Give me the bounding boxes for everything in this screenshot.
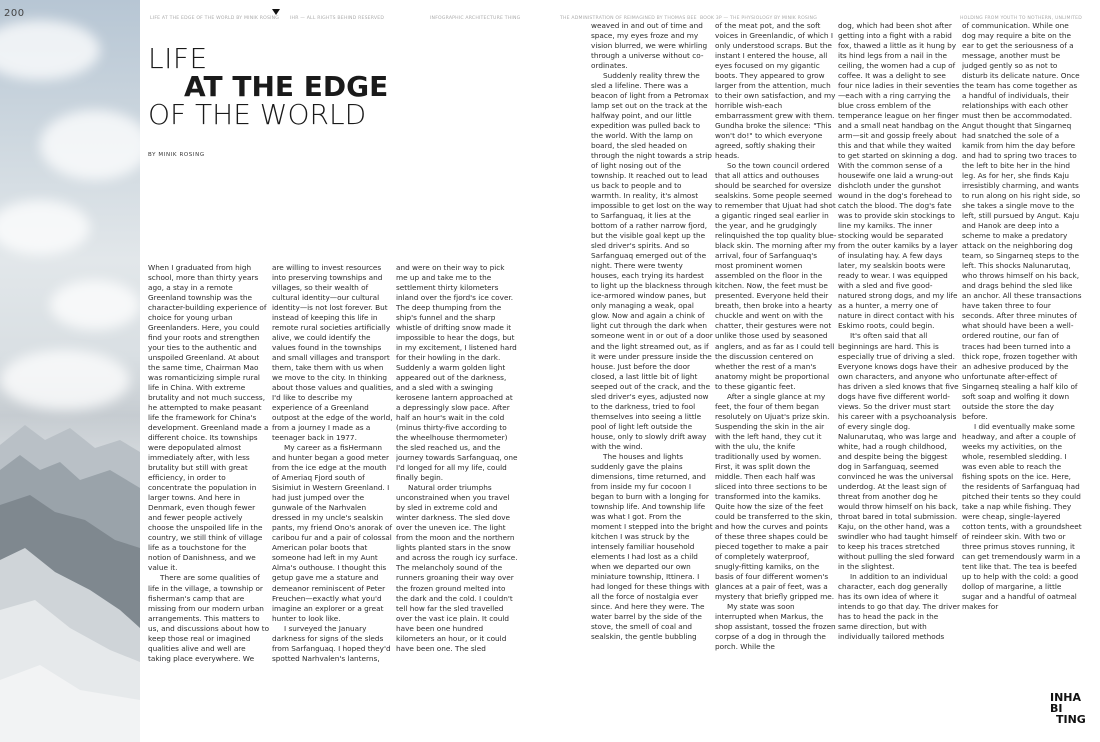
title-line: LIFE [148,42,208,75]
title-line: OF THE WORLD [148,98,367,131]
page-marker-icon [272,9,280,15]
running-header: IHR — ALL RIGHTS BEHIND RESERVED [290,16,385,21]
page-number: 200 [4,8,25,19]
paragraph: So the town council ordered that all attics and outhouses should be searched for oversize sealskins. Some people seemed to remember that Ujuat had shot a gigantic ringed seal earlier in the year, and he grudgingly relinquished the top quality blue-black skin. The morning after my arrival, four of Sarfanguaq's most prominent women assembled on the floor in the kitchen. Now, the feet must be presented. Everyone held their breath, then broke into a hearty chuckle and went on with the chatter, their gestures were not unlike those used by seasoned anglers, and as far as I could tell the discussion centered on whether the rest of a man's anatomy might be proportional to these gigantic feet. [715,161,837,391]
running-header: HOLDING FROM YOUTH TO NOTHERN, UNLIMITED [960,16,1083,21]
paragraph: My career as a fisHermann and hunter began a good meter from the ice edge at the mouth of Ameriaq Fjord south of Sisimiut in Western Greenland. I had just jumped over the gunwale of the Narhvalen dressed in my uncle's sealskin pants, my friend Ono's anorak of caribou fur and a pair of colossal American polar boots that someone had left in my Aunt Alma's outhouse. I thought this getup gave me a stature and demeanor reminiscent of Peter Freuchen—exactly what you'd imagine an explorer or a great hunter to look like. [272,443,393,623]
paragraph: of communication. While one dog may require a bite on the ear to get the seriousness of a message, another must be judged gently so as not to disturb its delicate nature. Once the team has come together as a handful of individuals, their relationships with each other must then be accommodated. Angut thought that Singarneq had snatched the sole of a kamik from him the day before and had to spring two traces to the left to bite her in the hind leg. As for her, she finds Kaju irresistibly charming, and wants to run along on his right side, so she takes a single move to the left, still pursued by Angut. Kaju and Hanok are deep into a scheme to make a predatory attack on the neighboring dog team, so Singarneq steps to the left. This shocks Nalunarutaq, who throws himself on his back, and drags behind the sled like an anchor. All these transactions have taken three to four seconds. After three minutes of what should have been a well-ordered routine, our fan of traces had been turned into a thick rope, frozen together with an adhesive produced by the unfortunate after-effect of Singarneq stealing a half kilo of soft soap and wolfing it down outside the store the day before. [962,21,1082,421]
text-column-5 [715,21,837,741]
paragraph: My state was soon interrupted when Markus, the shop assistant, tossed the frozen corpse of a dog in through the porch. While the [715,601,836,651]
paragraph: and were on their way to pick me up and take me to the settlement thirty kilometers inland over the fjord's ice cover. The deep thumping from the ship's funnel and the sharp whistle of drifting snow made it impossible to hear the dogs, but in my excitement, I listened hard for their howling in the dark. Suddenly a warm golden light appeared out of the darkness, and a sled with a swinging kerosene lantern approached at a depressingly slow pace. After half an hour's wait in the cold (minus thirty-five according to the wheelhouse thermometer) the sled reached us, and the journey towards Sarfanguaq, one I'd longed for all my life, could finally begin. [396,263,518,483]
paragraph: After a single glance at my feet, the four of them began resolutely on Ujuat's prize skin. Suspending the skin in the air with the left hand, they cut it with the ulu, the knife traditionally used by women. First, it was split down the middle. Then each half was sliced into three sections to be transformed into the kamiks. Quite how the size of the feet could be transferred to the skin, and how the curves and points of these three shapes could be pieced together to make a pair of completely waterproof, snugly-fitting kamiks, on the basis of four different women's glances at a pair of feet, was a mystery that briefly gripped me. [715,391,835,601]
running-header: INFOGRAPHIC ARCHITECTURE THING [430,16,521,21]
text-column-6 [838,21,960,741]
mountain-illustration [0,0,140,742]
paragraph: weaved in and out of time and space, my eyes froze and my vision blurred, we were whirling through a universe without co-ordinates. [591,21,708,71]
running-header: LIFE AT THE EDGE OF THE WORLD BY MINIK ROSING [150,16,280,21]
paragraph: of the meat pot, and the soft voices in Greenlandic, of which I only understood scraps. But the instant I entered the house, all eyes focused on my gigantic boots. They appeared to grow larger from the attention, much to their own satisfaction, and my horrible wish-each embarrassment grew with them. Gundha broke the silence: "This won't do!" to which everyone agreed, softly shaking their heads. [715,21,836,161]
paragraph: The houses and lights suddenly gave the plains dimensions, time returned, and from inside my fur cocoon I began to burn with a longing for township life. And township life was what I got. From the moment I stepped into the bright kitchen I was struck by the intensely familiar household elements I had lost as a child when we departed our own miniature township, Ittinera. I had longed for these things with all the force of nostalgia ever since. And here they were. The water barrel by the side of the stove, the smell of coal and sealskin, the gentle bubbling [591,451,713,641]
paragraph: are willing to invest resources into preserving townships and villages, so their wealth of cultural identity—our cultural identity—is not lost forever. But instead of keeping this life in remote rural societies artificially alive, we could identify the values found in the townships and small villages and transport them, take them with us when we move to the city. In thinking about those values and qualities, I'd like to describe my experience of a Greenland outpost at the edge of the world, from a journey I made as a teenager back in 1977. [272,263,394,443]
text-column-3 [396,263,518,741]
text-column-2 [272,263,394,741]
paragraph: When I graduated from high school, more than thirty years ago, a stay in a remote Greenland township was the character-building experience of choice for young urban Greenlanders. Here, you could find your roots and strengthen your ties to the authentic and unspoiled Greenland. At about the same time, Chairman Mao was romanticizing simple rural life in China. With extreme brutality and not much success, he attempted to make peasant life the framework for China's development. Greenland made a different choice. Its townships were depopulated almost immediately after, with less brutality but still with great efficiency, in order to concentrate the population in larger towns. And here in Denmark, even though fewer and fewer people actively choose the unspoiled life in the country, we still think of village life as a touchstone for the notion of Danishness, and we value it. [148,263,269,573]
publisher-logo [1050,692,1086,725]
running-header: BOOK 3P — THE PHYSIOLOGY BY MINIK ROSING [700,16,817,21]
paragraph: In addition to an individual character, each dog generally has its own idea of where it intends to go that day. The driver has to head the pack in the same direction, but with individually tailored methods [838,571,960,641]
logo-line: TING [1056,713,1086,726]
paragraph: I surveyed the January darkness for signs of the sleds from Sarfanguaq. I hoped they'd spotted Narhvalen's lanterns, [272,623,391,663]
text-column-4 [591,21,713,741]
logo-line: INHA [1050,691,1082,704]
cover-photo [0,0,140,742]
paragraph: dog, which had been shot after getting into a fight with a rabid fox, thawed a little as it hung by its hind legs from a nail in the ceiling, the women had a cup of coffee. It was a delight to see four nice ladies in their seventies—each with a ring carrying the blue cross emblem of the temperance league on her finger and a small neat handbag on the arm—sit and gossip freely about this and that while they waited to get started on skinning a dog. With the common sense of a housewife one laid a wrung-out dishcloth under the gunshot wound in the dog's forehead to catch the blood. The dog's fate was to provide skin stockings to line my kamiks. The inner stocking would be separated from the outer kamiks by a layer of insulating hay. A few days later, my sealskin boots were ready to wear. I was equipped with a sled and five good-natured strong dogs, and my life as a hunter, a merry one of nature in direct contact with his Eskimo roots, could begin. [838,21,960,331]
article-title [148,42,408,131]
paragraph: It's often said that all beginnings are hard. This is especially true of driving a sled. Everyone knows dogs have their own characters, and anyone who has driven a sled knows that five dogs have five different world-views. So the driver must start his career with a psychoanalysis of every single dog. Nalunarutaq, who was large and white, had a rough childhood, and despite being the biggest dog in Sarfanguaq, seemed convinced he was the universal underdog. At the least sign of threat from another dog he would throw himself on his back, throat bared in total submission. Kaju, on the other hand, was a swindler who had taught himself to keep his traces stretched without pulling the sled forward in the slightest. [838,331,960,571]
paragraph: Suddenly reality threw the sled a lifeline. There was a beacon of light from a Petromax lamp set out on the track at the halfway point, and our little expedition was pulled back to the world. With the lamp on board, the sled headed on through the night towards a strip of light nosing out of the township. It reached out to lead us back to people and to warmth. In reality, it's almost impossible to get lost on the way to Sarfanguaq, it lies at the bottom of a rather narrow fjord, but the visible goal kept up the sled driver's spirits. And so Sarfanguaq emerged out of the night. There were twenty houses, each trying its hardest to light up the blackness through ice-armored window panes, but only managing a weak, opal glow. Now and again a chink of light cut through the dark when someone went in or out of a door and the light streamed out, as if it were under pressure inside the house. Just before the door closed, a last little bit of light seeped out of the crack, and the sled driver's eyes, adjusted now to the darkness, tried to fool themselves into seeing a little pool of light left outside the house, only to slowly drift away with the wind. [591,71,713,451]
text-column-7 [962,21,1082,686]
logo-line: BI [1050,702,1063,715]
byline: BY MINIK ROSING [148,152,205,158]
paragraph: Natural order triumphs unconstrained when you travel by sled in extreme cold and winter darkness. The sled dove over the uneven ice. The light from the moon and the northern lights planted stars in the snow and across the rough icy surface. The melancholy sound of the runners groaning their way over the frozen ground melted into the dark and the cold. I couldn't tell how far the sled travelled over the vast ice plain. It could have been one hundred kilometers an hour, or it could have been one. The sled [396,483,518,653]
running-header: THE ADMINISTRATION OF REIMAGINED BY THOMAS BEE [560,16,697,21]
paragraph: I did eventually make some headway, and after a couple of weeks my activities, on the whole, resembled sledding. I was even able to reach the fishing spots on the ice. Here, the residents of Sarfanguaq had pitched their tents so they could take a nap while fishing. They were cheap, single-layered cotton tents, with a groundsheet of reindeer skin. With two or three primus stoves running, it can get tremendously warm in a tent like that. The tea is beefed up to help with the cold: a good dollop of margarine, a little sugar and a handful of oatmeal makes for [962,421,1082,611]
title-line: AT THE EDGE [184,70,389,103]
text-column-1 [148,263,270,741]
paragraph: There are some qualities of life in the village, a township or fisherman's camp that are missing from our modern urban arrangements. This matters to us, and discussions about how to keep those real or imagined qualities alive and well are taking place everywhere. We [148,573,270,663]
